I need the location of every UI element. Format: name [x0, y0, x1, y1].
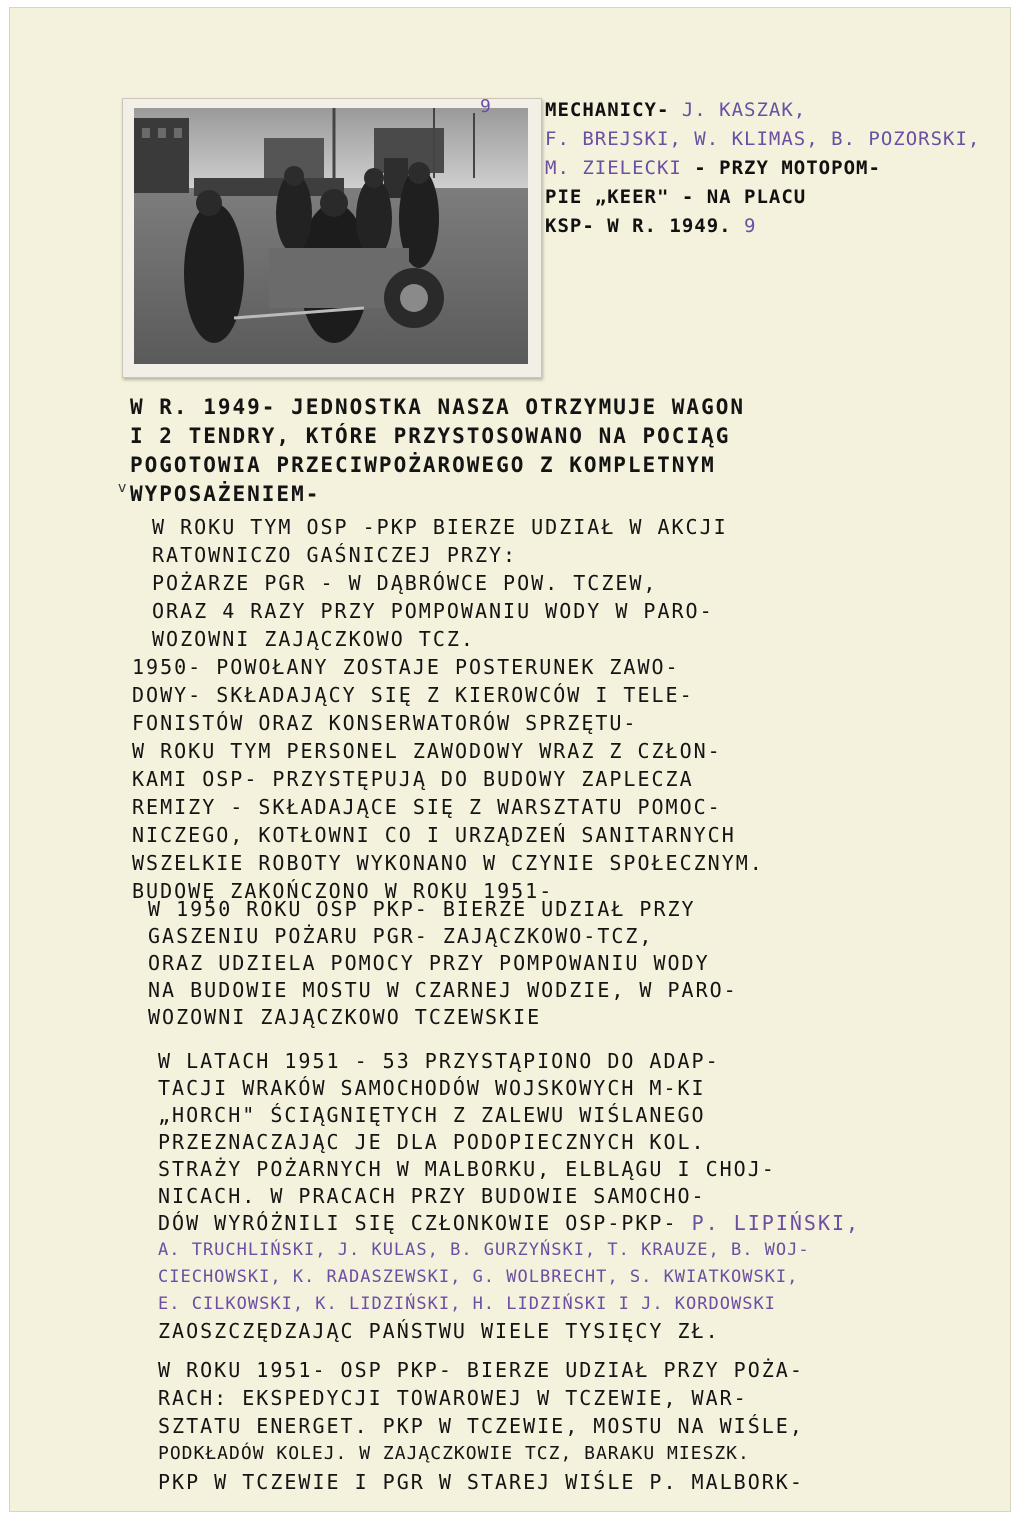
text-line: W ROKU TYM OSP -PKP BIERZE UDZIAŁ W AKCJI [152, 515, 728, 539]
text-line: NICZEGO, KOTŁOWNI CO I URZĄDZEŃ SANITARNYCH [132, 823, 736, 847]
caption-text: - PRZY MOTOPOM- [694, 157, 881, 179]
text-line [158, 1210, 860, 1237]
text-line: WOZOWNI ZAJĄCZKOWO TCZEWSKIE [148, 1005, 542, 1029]
photo-image [134, 108, 528, 364]
text-line: 1950- POWOŁANY ZOSTAJE POSTERUNEK ZAWO- [132, 655, 680, 679]
text-line: ORAZ UDZIELA POMOCY PRZY POMPOWANIU WODY [148, 951, 710, 975]
text-line: SZTATU ENERGET. PKP W TCZEWIE, MOSTU NA WIŚLE, [158, 1414, 804, 1438]
caption-name: J. KASZAK, [681, 99, 807, 121]
firefighters-motor-pump-photo [134, 108, 528, 364]
text-line: W LATACH 1951 - 53 PRZYSTĄPIONO DO ADAP- [158, 1049, 720, 1073]
text-line: ZAOSZCZĘDZAJĄC PAŃSTWU WIELE TYSIĘCY ZŁ. [158, 1319, 720, 1343]
section-1951-53-vehicles [158, 1048, 860, 1345]
text-line: PRZEZNACZAJĄC JE DLA PODOPIECZNYCH KOL. [158, 1130, 706, 1154]
text-line: „HORCH" ŚCIĄGNIĘTYCH Z ZALEWU WIŚLANEGO [158, 1103, 706, 1127]
caption-title: MECHANICY- [545, 99, 670, 121]
text-line: W ROKU TYM PERSONEL ZAWODOWY WRAZ Z CZŁON- [132, 739, 722, 763]
caption-line-4 [545, 183, 975, 212]
caption-line-1 [545, 96, 975, 125]
text-line: GASZENIU POŻARU PGR- ZAJĄCZKOWO-TCZ, [148, 924, 654, 948]
margin-check-mark: v [118, 480, 127, 496]
section-1950-fire [148, 896, 738, 1031]
member-names-line: CIECHOWSKI, K. RADASZEWSKI, G. WOLBRECHT, S. KWIATKOWSKI, [158, 1267, 799, 1287]
text-line: RACH: EKSPEDYCJI TOWAROWEJ W TCZEWIE, WAR- [158, 1386, 748, 1410]
album-page [10, 8, 1010, 1511]
text-line: WYPOSAŻENIEM- [130, 482, 321, 506]
section-1949-action [152, 513, 728, 653]
caption-text: PIE „KEER" - NA PLACU [545, 186, 807, 208]
member-names-line: A. TRUCHLIŃSKI, J. KULAS, B. GURZYŃSKI, T. KRAUZE, B. WOJ- [158, 1240, 810, 1260]
text-line: W 1950 ROKU OSP PKP- BIERZE UDZIAŁ PRZY [148, 897, 696, 921]
text-line: DOWY- SKŁADAJĄCY SIĘ Z KIEROWCÓW I TELE- [132, 683, 694, 707]
text-line: RATOWNICZO GAŚNICZEJ PRZY: [152, 543, 518, 567]
text-line: POGOTOWIA PRZECIWPOŻAROWEGO Z KOMPLETNYM [130, 453, 716, 477]
text-line: WSZELKIE ROBOTY WYKONANO W CZYNIE SPOŁECZNYM. [132, 851, 764, 875]
text-line: REMIZY - SKŁADAJĄCE SIĘ Z WARSZTATU POMOC- [132, 795, 722, 819]
text-line: WOZOWNI ZAJĄCZKOWO TCZ. [152, 627, 475, 651]
photo-caption [545, 96, 981, 241]
section-1951-fires [158, 1356, 804, 1496]
text-line: W ROKU 1951- OSP PKP- BIERZE UDZIAŁ PRZY POŻA- [158, 1358, 804, 1382]
caption-number: 9 [744, 215, 757, 237]
text-line: I 2 TENDRY, KTÓRE PRZYSTOSOWANO NA POCIĄG [130, 424, 731, 448]
member-names: P. LIPIŃSKI, [691, 1211, 861, 1235]
text-line: NICACH. W PRACACH PRZY BUDOWIE SAMOCHO- [158, 1184, 706, 1208]
caption-line-5 [545, 212, 975, 241]
text-line: KAMI OSP- PRZYSTĘPUJĄ DO BUDOWY ZAPLECZA [132, 767, 694, 791]
text-line: POŻARZE PGR - W DĄBRÓWCE POW. TCZEW, [152, 571, 658, 595]
text-line: STRAŻY POŻARNYCH W MALBORKU, ELBLĄGU I CHOJ- [158, 1157, 776, 1181]
text-segment: DÓW WYRÓŻNILI SIĘ CZŁONKOWIE OSP-PKP- [158, 1211, 678, 1235]
text-line: BUDOWĘ ZAKOŃCZONO W ROKU 1951- [132, 879, 554, 903]
caption-name: M. ZIELECKI [545, 157, 682, 179]
caption-text: KSP- W R. 1949. [545, 215, 732, 237]
text-line: NA BUDOWIE MOSTU W CZARNEJ WODZIE, W PARO- [148, 978, 738, 1002]
member-names-line: E. CILKOWSKI, K. LIDZIŃSKI, H. LIDZIŃSKI I J. KORDOWSKI [158, 1294, 776, 1314]
photo-number-label: 9 [480, 96, 491, 117]
text-line: PODKŁADÓW KOLEJ. W ZAJĄCZKOWIE TCZ, BARAKU MIESZK. [158, 1443, 750, 1464]
section-1950-post [132, 653, 764, 905]
caption-line-2: F. BREJSKI, W. KLIMAS, B. POZORSKI, [545, 128, 981, 150]
text-line: TACJI WRAKÓW SAMOCHODÓW WOJSKOWYCH M-KI [158, 1076, 706, 1100]
caption-line-3 [545, 154, 975, 183]
section-1949-wagon [130, 393, 745, 509]
text-line: FONISTÓW ORAZ KONSERWATORÓW SPRZĘTU- [132, 711, 638, 735]
text-line: W R. 1949- JEDNOSTKA NASZA OTRZYMUJE WAGON [130, 395, 746, 419]
text-line: PKP W TCZEWIE I PGR W STAREJ WIŚLE P. MALBORK- [158, 1470, 804, 1494]
photograph [122, 98, 542, 378]
text-line: ORAZ 4 RAZY PRZY POMPOWANIU WODY W PARO- [152, 599, 714, 623]
